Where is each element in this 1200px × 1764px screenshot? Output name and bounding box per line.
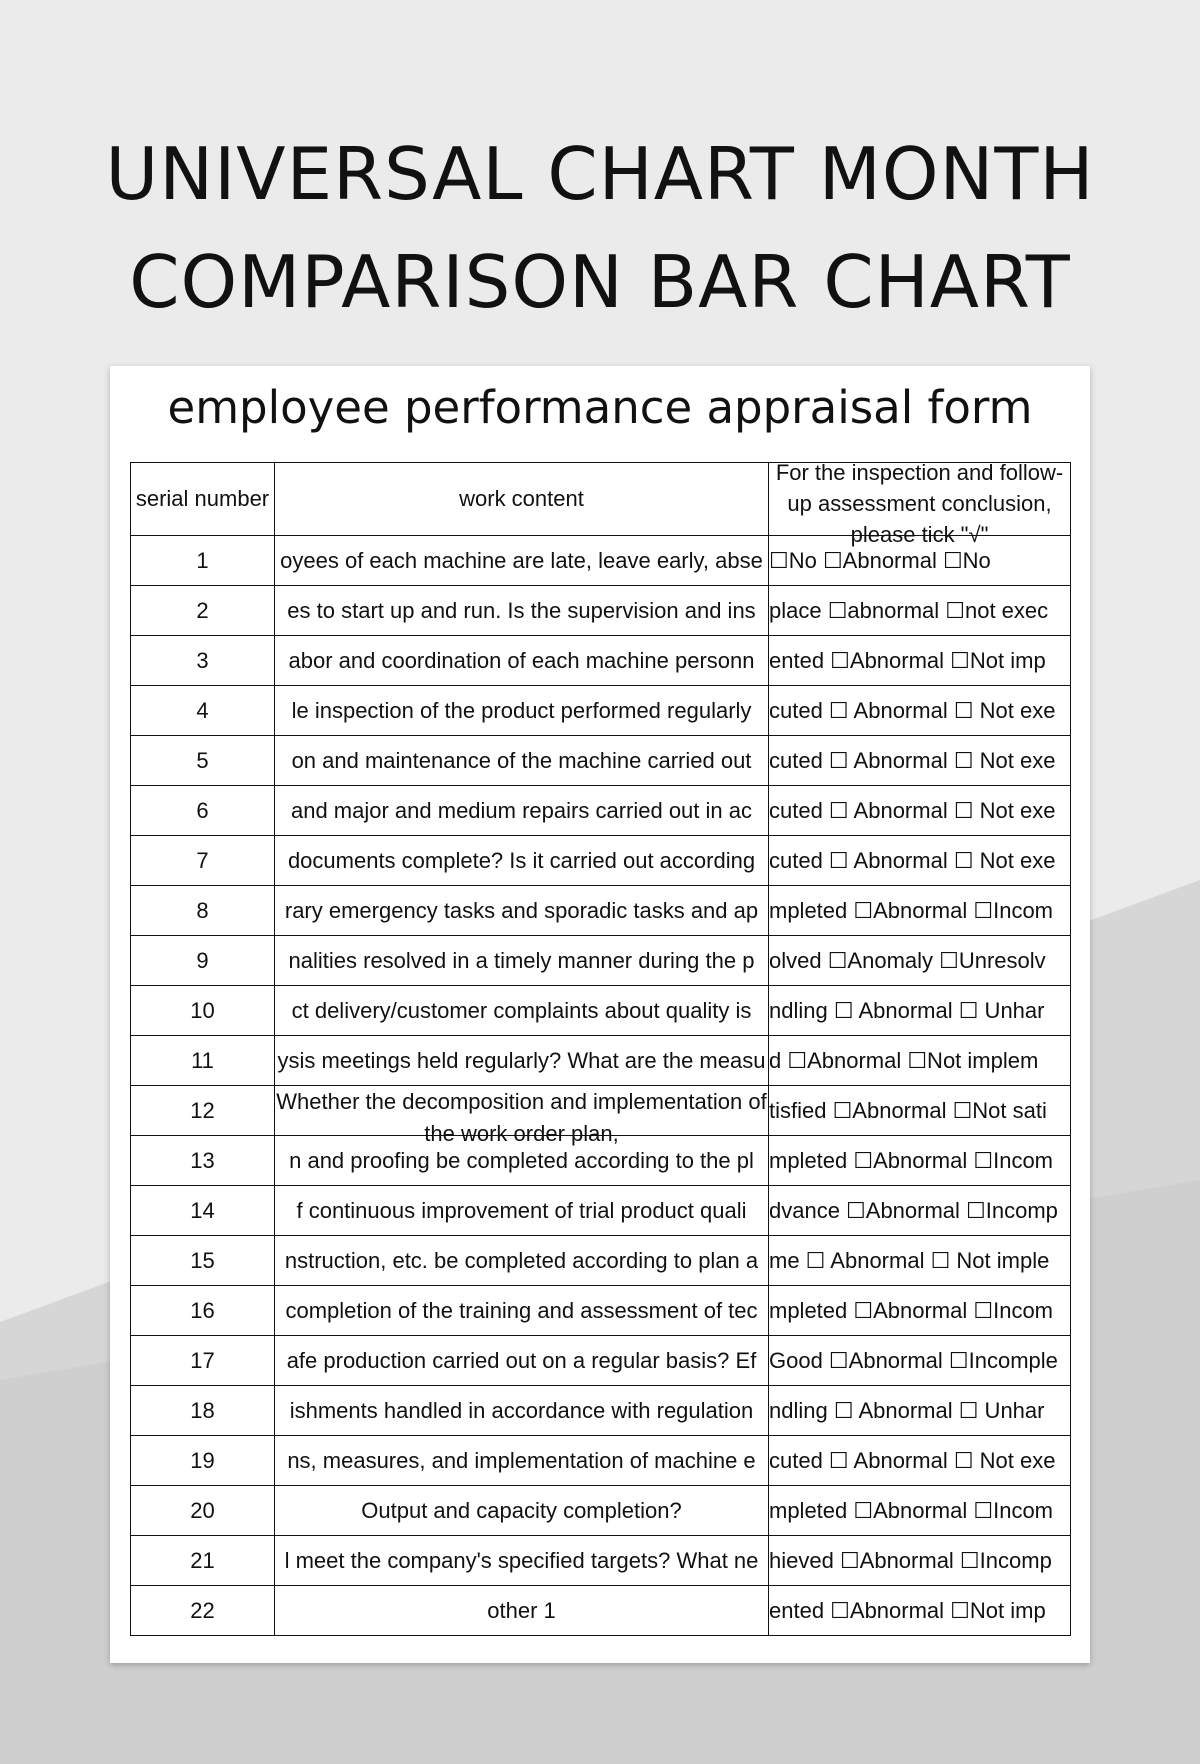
conclusion-checkbox-options[interactable]: mpleted ☐Abnormal ☐Incom [769,1297,1054,1323]
work-content-cell [275,1286,769,1336]
header-row [131,463,1071,536]
work-content-text: n and proofing be completed according to the pl [289,1147,754,1173]
header-serial-number: serial number [131,463,275,536]
conclusion-cell[interactable] [769,1586,1071,1636]
serial-number-cell: 8 [131,886,275,936]
conclusion-checkbox-options[interactable]: cuted ☐ Abnormal ☐ Not exe [769,747,1056,773]
work-content-text: Output and capacity completion? [361,1497,682,1523]
conclusion-cell[interactable] [769,1436,1071,1486]
work-content-text: ct delivery/customer complaints about quality is [291,997,752,1023]
appraisal-table [130,462,1071,1636]
table-row [131,1336,1071,1386]
work-content-text: nstruction, etc. be completed according to plan a [284,1247,759,1273]
serial-number-cell: 9 [131,936,275,986]
table-row [131,1386,1071,1436]
serial-number-cell: 20 [131,1486,275,1536]
header-work-content: work content [275,463,769,536]
conclusion-checkbox-options[interactable]: cuted ☐ Abnormal ☐ Not exe [769,797,1056,823]
table-row [131,1536,1071,1586]
work-content-text: f continuous improvement of trial product quali [296,1197,747,1223]
work-content-cell [275,1336,769,1386]
conclusion-checkbox-options[interactable]: dvance ☐Abnormal ☐Incomp [769,1197,1058,1223]
conclusion-checkbox-options[interactable]: mpleted ☐Abnormal ☐Incom [769,897,1054,923]
conclusion-cell[interactable] [769,686,1071,736]
work-content-text: ysis meetings held regularly? What are the measu [277,1047,766,1073]
work-content-cell [275,1186,769,1236]
work-content-cell [275,1236,769,1286]
work-content-cell [275,686,769,736]
work-content-text: abor and coordination of each machine personn [288,647,755,673]
work-content-text: documents complete? Is it carried out according [287,847,756,873]
conclusion-checkbox-options[interactable]: mpleted ☐Abnormal ☐Incom [769,1147,1054,1173]
work-content-cell [275,1036,769,1086]
conclusion-cell[interactable] [769,1386,1071,1436]
conclusion-cell[interactable] [769,1536,1071,1586]
work-content-text: Whether the decomposition and implementation of the work order plan, [276,1089,767,1146]
conclusion-checkbox-options[interactable]: me ☐ Abnormal ☐ Not imple [769,1247,1050,1273]
serial-number-cell: 12 [131,1086,275,1136]
conclusion-cell[interactable] [769,1036,1071,1086]
work-content-text: afe production carried out on a regular basis? Ef [286,1347,757,1373]
header-conclusion [769,460,1071,547]
conclusion-cell[interactable] [769,1336,1071,1386]
work-content-cell [275,636,769,686]
conclusion-checkbox-options[interactable]: place ☐abnormal ☐not exec [769,597,1049,623]
conclusion-checkbox-options[interactable]: ented ☐Abnormal ☐Not imp [769,1597,1046,1623]
work-content-cell [275,886,769,936]
banner-title: UNIVERSAL CHART MONTH COMPARISON BAR CHART [105,132,1095,324]
conclusion-checkbox-options[interactable]: mpleted ☐Abnormal ☐Incom [769,1497,1054,1523]
serial-number-cell: 15 [131,1236,275,1286]
serial-number-cell: 21 [131,1536,275,1586]
table-row [131,1436,1071,1486]
table-row [131,1036,1071,1086]
conclusion-cell[interactable] [769,1186,1071,1236]
table-row [131,1236,1071,1286]
work-content-cell [275,1436,769,1486]
conclusion-checkbox-options[interactable]: olved ☐Anomaly ☐Unresolv [769,947,1046,973]
conclusion-checkbox-options[interactable]: ented ☐Abnormal ☐Not imp [769,647,1046,673]
conclusion-checkbox-options[interactable]: tisfied ☐Abnormal ☐Not sati [769,1097,1047,1123]
work-content-text: ns, measures, and implementation of machine e [287,1447,756,1473]
work-content-cell [275,1586,769,1636]
conclusion-checkbox-options[interactable]: ☐No ☐Abnormal ☐No [769,547,991,573]
form-title: employee performance appraisal form [167,381,1033,434]
work-content-cell [275,1536,769,1586]
conclusion-checkbox-options[interactable]: d ☐Abnormal ☐Not implem [769,1047,1039,1073]
conclusion-checkbox-options[interactable]: Good ☐Abnormal ☐Incomple [769,1347,1058,1373]
work-content-cell [275,1486,769,1536]
conclusion-checkbox-options[interactable]: hieved ☐Abnormal ☐Incomp [769,1547,1052,1573]
serial-number-cell: 11 [131,1036,275,1086]
work-content-cell [275,586,769,636]
form-sheet [110,366,1090,1663]
work-content-text: es to start up and run. Is the supervision and ins [287,597,756,623]
table-row [131,936,1071,986]
work-content-text: nalities resolved in a timely manner during the p [288,947,755,973]
conclusion-cell[interactable] [769,786,1071,836]
conclusion-checkbox-options[interactable]: ndling ☐ Abnormal ☐ Unhar [769,1397,1045,1423]
serial-number-cell: 2 [131,586,275,636]
serial-number-cell: 16 [131,1286,275,1336]
serial-number-cell: 18 [131,1386,275,1436]
work-content-cell [275,536,769,586]
serial-number-cell: 6 [131,786,275,836]
serial-number-cell: 19 [131,1436,275,1486]
work-content-text: le inspection of the product performed regularly [291,697,752,723]
conclusion-cell[interactable] [769,586,1071,636]
table-body [131,536,1071,1636]
header-conclusion-text: For the inspection and follow-up assessment conclusion, please tick "√" [775,460,1064,547]
serial-number-cell: 5 [131,736,275,786]
work-content-cell [275,736,769,786]
serial-number-cell: 17 [131,1336,275,1386]
serial-number-cell: 7 [131,836,275,886]
serial-number-cell: 1 [131,536,275,586]
table-row [131,736,1071,786]
table-row [131,1086,1071,1136]
table-row [131,1586,1071,1636]
conclusion-checkbox-options[interactable]: cuted ☐ Abnormal ☐ Not exe [769,847,1056,873]
table-row [131,686,1071,736]
table-row [131,1186,1071,1236]
work-content-text: l meet the company's specified targets? What ne [284,1547,759,1573]
conclusion-cell[interactable] [769,886,1071,936]
table-row [131,786,1071,836]
work-content-cell [275,1086,769,1146]
table-row [131,986,1071,1036]
conclusion-cell[interactable] [769,836,1071,886]
conclusion-checkbox-options[interactable]: ndling ☐ Abnormal ☐ Unhar [769,997,1045,1023]
serial-number-cell: 14 [131,1186,275,1236]
conclusion-cell[interactable] [769,1086,1071,1136]
table-row [131,636,1071,686]
work-content-cell [275,836,769,886]
conclusion-cell[interactable] [769,1486,1071,1536]
work-content-text: and major and medium repairs carried out in ac [290,797,752,823]
table-row [131,836,1071,886]
work-content-text: on and maintenance of the machine carried out [291,747,752,773]
work-content-cell [275,936,769,986]
serial-number-cell: 3 [131,636,275,686]
serial-number-cell: 4 [131,686,275,736]
conclusion-cell[interactable] [769,1136,1071,1186]
table-row [131,886,1071,936]
serial-number-cell: 10 [131,986,275,1036]
conclusion-cell[interactable] [769,1286,1071,1336]
conclusion-checkbox-options[interactable]: cuted ☐ Abnormal ☐ Not exe [769,697,1056,723]
table-row [131,1286,1071,1336]
conclusion-cell[interactable] [769,936,1071,986]
work-content-text: other 1 [487,1597,556,1623]
table-row [131,1486,1071,1536]
conclusion-checkbox-options[interactable]: cuted ☐ Abnormal ☐ Not exe [769,1447,1056,1473]
serial-number-cell: 22 [131,1586,275,1636]
conclusion-cell[interactable] [769,736,1071,786]
work-content-cell [275,786,769,836]
work-content-text: completion of the training and assessment of tec [285,1297,758,1323]
conclusion-cell[interactable] [769,986,1071,1036]
work-content-text: oyees of each machine are late, leave early, abse [280,547,763,573]
work-content-text: rary emergency tasks and sporadic tasks and ap [284,897,759,923]
table-row [131,586,1071,636]
serial-number-cell: 13 [131,1136,275,1186]
conclusion-cell[interactable] [769,1236,1071,1286]
work-content-text: ishments handled in accordance with regulation [289,1397,754,1423]
work-content-cell [275,986,769,1036]
conclusion-cell[interactable] [769,636,1071,686]
work-content-cell [275,1386,769,1436]
